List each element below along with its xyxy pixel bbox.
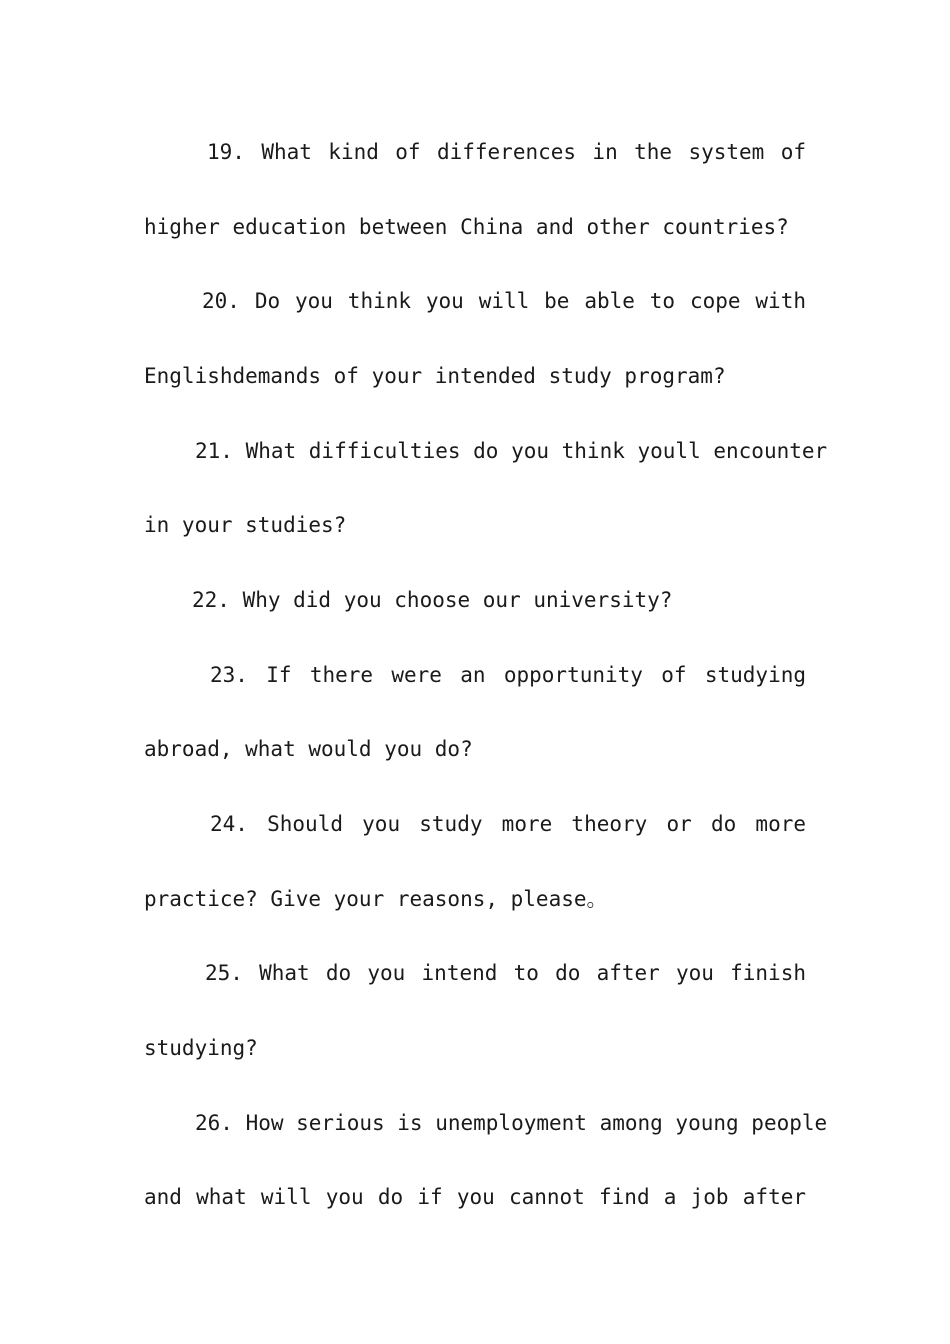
question-20-line-1: 20. Do you think you will be able to cope with bbox=[202, 289, 806, 313]
question-25-line-2: studying? bbox=[144, 1036, 258, 1060]
question-21-line-1: 21. What difficulties do you think youll encounter bbox=[195, 439, 828, 463]
question-26-line-2: and what will you do if you cannot find a job after bbox=[144, 1185, 806, 1209]
question-26-line-1: 26. How serious is unemployment among young people bbox=[195, 1111, 828, 1135]
question-20-line-2: Englishdemands of your intended study program? bbox=[144, 364, 726, 388]
question-23-line-1: 23. If there were an opportunity of studying bbox=[210, 663, 806, 687]
question-23-line-2: abroad, what would you do? bbox=[144, 737, 473, 761]
question-21-line-2: in your studies? bbox=[144, 513, 347, 537]
question-19-line-1: 19. What kind of differences in the system of bbox=[207, 140, 806, 164]
question-24-line-1: 24. Should you study more theory or do more bbox=[210, 812, 806, 836]
question-24-line-2: practice? Give your reasons, please。 bbox=[144, 887, 608, 911]
question-22-line-1: 22. Why did you choose our university? bbox=[192, 588, 673, 612]
question-19-line-2: higher education between China and other countries? bbox=[144, 215, 789, 239]
question-25-line-1: 25. What do you intend to do after you finish bbox=[205, 961, 806, 985]
